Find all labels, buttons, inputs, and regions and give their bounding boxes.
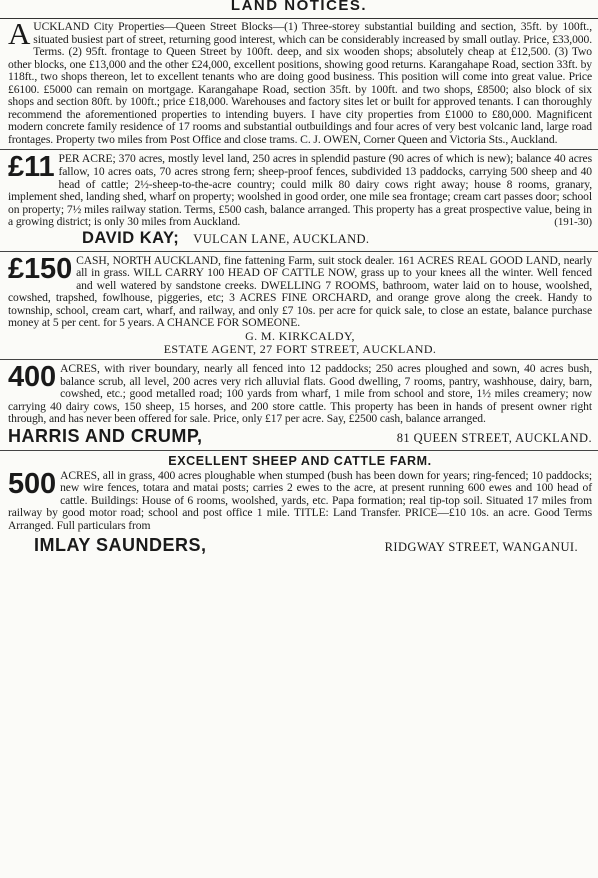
- price-display: £150: [8, 252, 73, 285]
- agent-address: VULCAN LANE, AUCKLAND.: [193, 231, 370, 246]
- agent-address: 81 QUEEN STREET, AUCKLAND.: [396, 430, 592, 445]
- agent-name: HARRIS AND CRUMP,: [8, 425, 203, 446]
- agent-name: DAVID KAY;: [82, 228, 180, 247]
- divider: [0, 251, 598, 252]
- agent-name: G. M. KIRKCALDY,: [245, 329, 355, 344]
- advert-heading: EXCELLENT SHEEP AND CATTLE FARM.: [168, 453, 432, 468]
- agent-line: [8, 535, 592, 556]
- advert-kirkcaldy: [8, 252, 592, 357]
- agent-address: ESTATE AGENT, 27 FORT STREET, AUCKLAND.: [163, 342, 437, 357]
- advert-harris-crump: [8, 363, 592, 447]
- divider: [0, 450, 598, 451]
- reference-number: (191-30): [554, 216, 592, 229]
- advert-owen: [8, 16, 592, 146]
- agent-line: [8, 426, 592, 447]
- advert-body: CASH, NORTH AUCKLAND, fine fattening Farm, suit stock dealer. 161 ACRES REAL GOOD LAND, nearly all in grass. WILL CARRY 100 HEAD OF CATTLE NOW, grass up to your knees all the winter. Well fenced and well watered by sandstone creeks. DWELLING 7 ROOMS, bathroom, water laid on to house, woolshed, cowshed, trapshed, fowlhouse, piggeries, etc; 3 ACRES FINE ORCHARD, and orange grove along the creek. Handy to township, school, cream cart, wharf, and railway, and only £7 10s. per acre for quick sale, to close an estate, balance purchase money at 5 per cent. for 5 years. A CHANCE FOR SOMEONE.: [8, 253, 592, 330]
- divider: [0, 149, 598, 150]
- agent-line: [82, 229, 592, 248]
- agent-name: IMLAY SAUNDERS,: [34, 534, 207, 555]
- advert-kay: [8, 153, 592, 247]
- advert-body: PER ACRE; 370 acres, mostly level land, 250 acres in splendid pasture (90 acres of which is new); balance 40 acres fallow, 10 acres oats, 70 acres strong fern; sheep-proof fences, subdivided 13 paddocks, carrying 500 sheep and 40 head of cattle; 2½-sheep-to-the-acre country; could milk 80 dairy cows right away; house 8 rooms, granary, implement shed, landing shed, wharf on property; woolshed in good order, one mile sea frontage; cream cart passes door; school on property; 7½ miles railway station. Terms, £500 cash, balance arranged. This property has a great prospective value, being in a growing district; is only 30 miles from Auckland.: [8, 152, 592, 229]
- price-display: £11: [8, 151, 55, 184]
- divider: [0, 359, 598, 360]
- advert-body: ACRES, all in grass, 400 acres ploughable when stumped (bush has been down for years; ring-fenced; 10 paddocks; new wire fences, totara and matai posts; carries 2 ewes to the acre, at present running 600 ewes and 100 head of cattle. Buildings: House of 6 rooms, woolshed, yards, etc. Papa formation; real tip-top soil. Situated 17 miles from railway by good motor road; school and post office 1 mile. TITLE: Land Transfer. PRICE—£10 10s. an acre. Good Terms Arranged. Full particulars from: [8, 468, 592, 532]
- acreage-display: 400: [8, 361, 57, 394]
- advert-saunders: [8, 454, 592, 556]
- agent-address: RIDGWAY STREET, WANGANUI.: [384, 539, 578, 554]
- advert-body: ACRES, with river boundary, nearly all fenced into 12 paddocks; 250 acres ploughed and sown, 40 acres bush, balance scrub, all level, 200 acres very rich alluvial flats. Good dwelling, 7 rooms, pantry, washhouse, dairy, barn, cowshed, etc.; good metalled road; 100 yards from wharf, 1 mile from school and store, 1½ miles creamery; now carrying 40 dairy cows, 150 sheep, 15 horses, and 200 store cattle. This property has been in hands of present owner right through, and has never been offered for sale. Price, only £17 per acre. Say, £2500 cash, balance arranged.: [8, 362, 592, 426]
- section-title: LAND NOTICES.: [0, 0, 598, 19]
- advert-body: UCKLAND City Properties—Queen Street Blocks—(1) Three-storey substantial building and section, 35ft. by 100ft., situated busiest part of street, returning good interest, which can be considerably increased by small outlay. Price, £33,000. Terms. (2) 95ft. frontage to Queen Street by 100ft. deep, and six wooden shops; absolutely cheap at £12,500. (3) Two other blocks, one £13,000 and the other £24,000, excellent positions, showing good returns. Karangahape Road, section 33ft. by 118ft., two shops thereon, let to excellent tenants who are doing good business. This position will come into great value. Price £6100. £5000 can remain on mortgage. Karangahape Road, section 35ft. by 100ft. and two shops, £8500; also block of six shops and section 80ft. by 100ft.; price £18,000. Warehouses and factory sites let or built for approved tenants. I can thoroughly recommend the aforementioned properties to intending buyers. I have city properties from £1000 to £80,000. Magnificent modern concrete family residence of 17 rooms and substantial outbuildings and four acres of very best volcanic land, large road frontages. Property two miles from Post Office and close trams. C. J. OWEN, Corner Queen and Victoria Sts., Auckland.: [8, 20, 592, 146]
- drop-cap: A: [8, 16, 31, 51]
- acreage-display: 500: [8, 467, 57, 500]
